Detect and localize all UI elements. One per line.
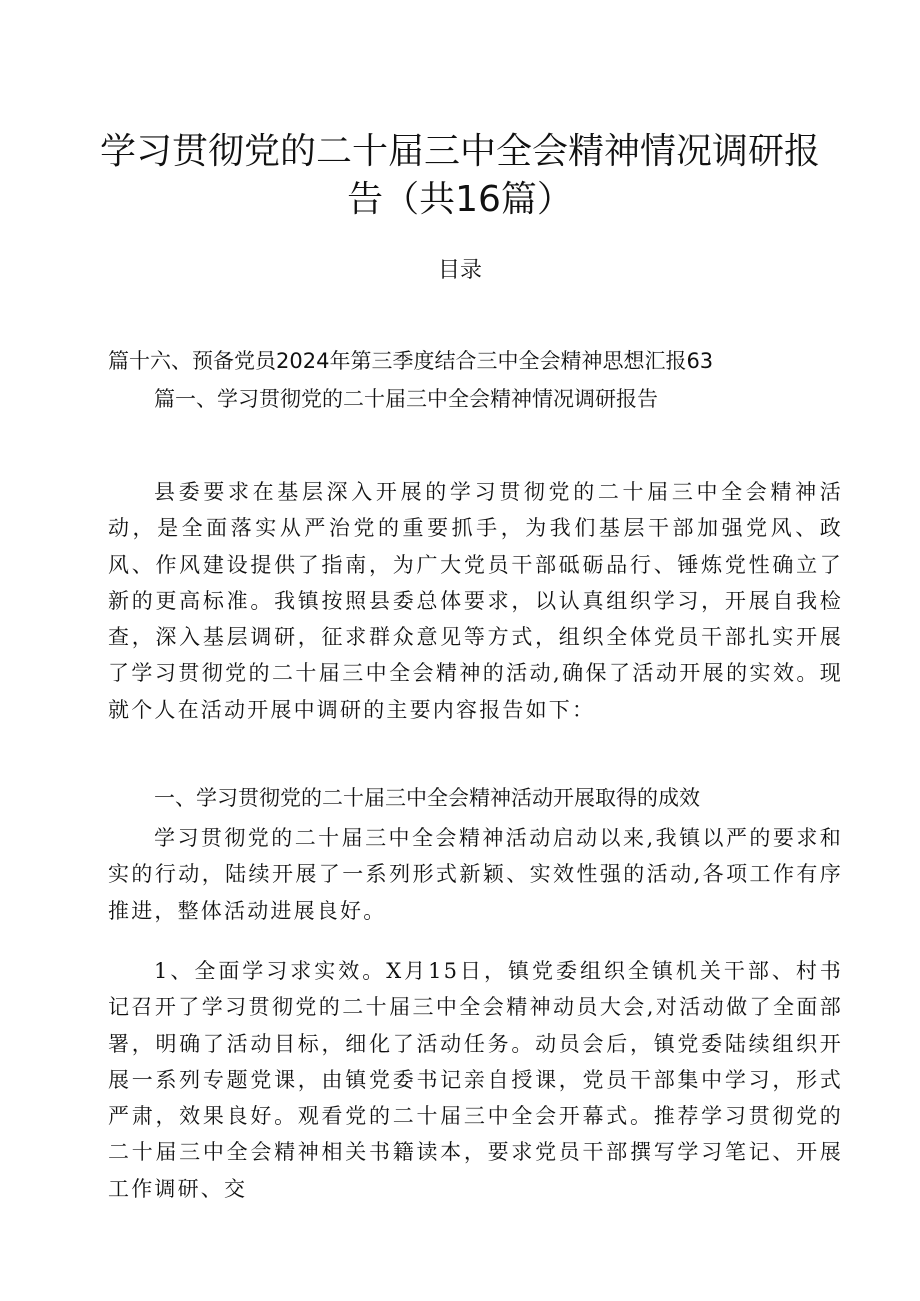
toc-item-16[interactable]: 篇十六、预备党员2024年第三季度结合三中全会精神思想汇报63 xyxy=(108,349,714,373)
intro-paragraph: 县委要求在基层深入开展的学习贯彻党的二十届三中全会精神活动，是全面落实从严治党的重要抓手，为我们基层干部加强党风、政风、作风建设提供了指南，为广大党员干部砥砺品行、锤炼党性确立了新的更高标准。我镇按照县委总体要求，以认真组织学习，开展自我检查，深入基层调研，征求群众意见等方式，组织全体党员干部扎实开展了学习贯彻党的二十届三中全会精神的活动,确保了活动开展的实效。现就个人在活动开展中调研的主要内容报告如下： xyxy=(108,480,843,722)
section-paragraph-1: 学习贯彻党的二十届三中全会精神活动启动以来,我镇以严的要求和实的行动，陆续开展了一系列形式新颖、实效性强的活动,各项工作有序推进，整体活动进展良好。 xyxy=(108,826,843,923)
section-heading-1: 一、学习贯彻党的二十届三中全会精神活动开展取得的成效 xyxy=(154,786,700,810)
document-title-line-1: 学习贯彻党的二十届三中全会精神情况调研报 xyxy=(100,131,821,172)
document-title-line-2: 告（共16篇） xyxy=(347,179,573,220)
toc-heading: 目录 xyxy=(437,258,482,283)
toc-item-1[interactable]: 篇一、学习贯彻党的二十届三中全会精神情况调研报告 xyxy=(154,387,658,411)
section-paragraph-2: 1、全面学习求实效。X月15日，镇党委组织全镇机关干部、村书记召开了学习贯彻党的二十届三中全会精神动员大会,对活动做了全面部署，明确了活动目标，细化了活动任务。动员会后，镇党委陆续组织开展一系列专题党课，由镇党委书记亲自授课，党员干部集中学习，形式严肃，效果良好。观看党的二十届三中全会开幕式。推荐学习贯彻党的二十届三中全会精神相关书籍读本，要求党员干部撰写学习笔记、开展工作调研、交 xyxy=(108,959,843,1201)
